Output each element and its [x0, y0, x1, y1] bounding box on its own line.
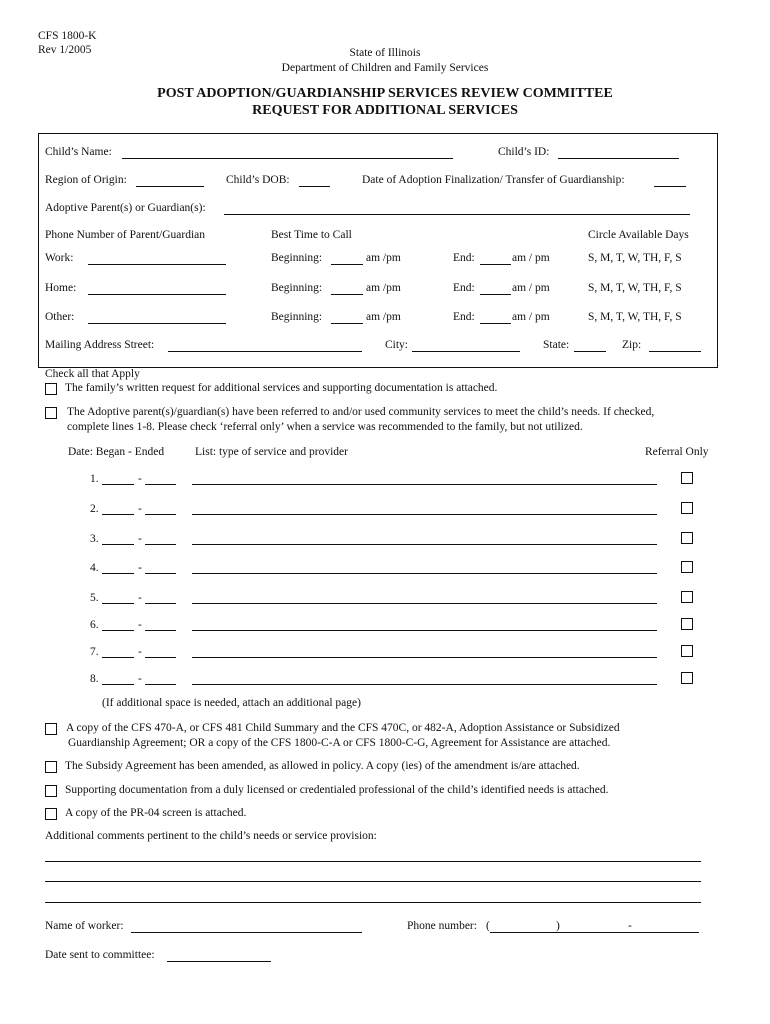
service-provider-field[interactable] — [192, 657, 657, 658]
zip-field[interactable] — [649, 351, 701, 352]
service-row-number: 8. — [90, 673, 99, 685]
other-end-field[interactable] — [480, 323, 511, 324]
comments-line-1[interactable] — [45, 861, 701, 862]
adoptive-parent-field[interactable] — [224, 214, 690, 215]
referral-only-checkbox[interactable] — [681, 561, 693, 573]
service-ended-field[interactable] — [145, 657, 176, 658]
comments-label: Additional comments pertinent to the child’s needs or service provision: — [45, 830, 377, 842]
service-ended-field[interactable] — [145, 544, 176, 545]
date-header: Date: Began - Ended — [68, 446, 165, 458]
service-row-number: 3. — [90, 533, 99, 545]
referral-only-checkbox[interactable] — [681, 672, 693, 684]
phone-number-field[interactable] — [490, 932, 699, 933]
referral-only-checkbox[interactable] — [681, 532, 693, 544]
pr04-text: A copy of the PR-04 screen is attached. — [65, 807, 247, 819]
other-beginning-label: Beginning: — [271, 311, 323, 323]
cfs-copy-text-1: A copy of the CFS 470-A, or CFS 481 Child Summary and the CFS 470C, or 482-A, Adoption Assistance or Subsidized — [66, 722, 620, 734]
finalization-label: Date of Adoption Finalization/ Transfer of Guardianship: — [362, 174, 625, 186]
service-ended-field[interactable] — [145, 484, 176, 485]
service-provider-field[interactable] — [192, 603, 657, 604]
childs-id-label: Child’s ID: — [498, 146, 550, 158]
service-began-field[interactable] — [102, 484, 134, 485]
comments-line-2[interactable] — [45, 881, 701, 882]
community-services-checkbox[interactable] — [45, 407, 57, 419]
city-field[interactable] — [412, 351, 520, 352]
family-request-text: The family’s written request for additional services and supporting documentation is attached. — [65, 382, 498, 394]
service-began-field[interactable] — [102, 630, 134, 631]
zip-label: Zip: — [622, 339, 642, 351]
region-field[interactable] — [136, 186, 204, 187]
service-row-number: 2. — [90, 503, 99, 515]
adoptive-parent-label: Adoptive Parent(s) or Guardian(s): — [45, 202, 206, 214]
form-number: CFS 1800-K — [38, 30, 97, 42]
date-sent-field[interactable] — [167, 961, 271, 962]
service-began-field[interactable] — [102, 603, 134, 604]
service-ended-field[interactable] — [145, 573, 176, 574]
service-began-field[interactable] — [102, 573, 134, 574]
state-name: State of Illinois — [349, 47, 421, 59]
work-end-label: End: — [453, 252, 475, 264]
state-label: State: — [543, 339, 570, 351]
other-end-ampm: am / pm — [512, 311, 550, 323]
service-ended-field[interactable] — [145, 684, 176, 685]
service-began-field[interactable] — [102, 684, 134, 685]
subsidy-amended-text: The Subsidy Agreement has been amended, as allowed in policy. A copy (ies) of the amendment is/are attached. — [65, 760, 580, 772]
work-beginning-ampm: am /pm — [366, 252, 401, 264]
date-sent-label: Date sent to committee: — [45, 949, 155, 961]
work-days[interactable]: S, M, T, W, TH, F, S — [588, 252, 682, 264]
region-label: Region of Origin: — [45, 174, 127, 186]
subsidy-amended-checkbox[interactable] — [45, 761, 57, 773]
referral-only-checkbox[interactable] — [681, 591, 693, 603]
work-phone-field[interactable] — [88, 264, 226, 265]
referral-only-checkbox[interactable] — [681, 645, 693, 657]
phone-header: Phone Number of Parent/Guardian — [45, 229, 206, 241]
service-provider-field[interactable] — [192, 544, 657, 545]
days-header: Circle Available Days — [588, 229, 689, 241]
comments-line-3[interactable] — [45, 902, 701, 903]
childs-id-field[interactable] — [558, 158, 679, 159]
service-row-number: 7. — [90, 646, 99, 658]
phone-number-label: Phone number: — [407, 920, 477, 932]
service-date-dash: - — [138, 533, 142, 545]
service-row-number: 6. — [90, 619, 99, 631]
service-ended-field[interactable] — [145, 630, 176, 631]
referral-header: Referral Only — [645, 446, 709, 458]
family-request-checkbox[interactable] — [45, 383, 57, 395]
work-end-field[interactable] — [480, 264, 511, 265]
list-header: List: type of service and provider — [195, 446, 348, 458]
supporting-docs-checkbox[interactable] — [45, 785, 57, 797]
page-title: POST ADOPTION/GUARDIANSHIP SERVICES REVIEW COMMITTEE — [157, 86, 613, 101]
service-began-field[interactable] — [102, 514, 134, 515]
work-beginning-field[interactable] — [331, 264, 363, 265]
service-date-dash: - — [138, 592, 142, 604]
service-began-field[interactable] — [102, 544, 134, 545]
additional-space-note: (If additional space is needed, attach an additional page) — [102, 697, 361, 709]
other-days[interactable]: S, M, T, W, TH, F, S — [588, 311, 682, 323]
best-time-header: Best Time to Call — [271, 229, 352, 241]
work-beginning-label: Beginning: — [271, 252, 323, 264]
service-row-number: 1. — [90, 473, 99, 485]
pr04-checkbox[interactable] — [45, 808, 57, 820]
community-services-text-1: The Adoptive parent(s)/guardian(s) have been referred to and/or used community services to meet the child’s needs. If checked, — [67, 406, 655, 418]
dob-field[interactable] — [299, 186, 330, 187]
phone-dash: - — [628, 920, 632, 932]
child-info-section — [38, 133, 718, 368]
other-phone-field[interactable] — [88, 323, 226, 324]
other-phone-label: Other: — [45, 311, 75, 323]
cfs-copy-text-2: Guardianship Agreement; OR a copy of the CFS 1800-C-A or CFS 1800-C-G, Agreement for Assistance are attached. — [68, 737, 611, 749]
service-date-dash: - — [138, 473, 142, 485]
home-days[interactable]: S, M, T, W, TH, F, S — [588, 282, 682, 294]
other-end-label: End: — [453, 311, 475, 323]
service-row-number: 5. — [90, 592, 99, 604]
service-date-dash: - — [138, 619, 142, 631]
checklist-intro: Check all that Apply — [45, 368, 140, 380]
phone-close-paren: ) — [556, 920, 560, 932]
service-date-dash: - — [138, 673, 142, 685]
supporting-docs-text: Supporting documentation from a duly licensed or credentialed professional of the child’s identified needs is attached. — [65, 784, 609, 796]
community-services-text-2: complete lines 1-8. Please check ‘referral only’ when a service was recommended to the family, but not utilized. — [67, 421, 583, 433]
page-subtitle: REQUEST FOR ADDITIONAL SERVICES — [252, 103, 518, 118]
worker-field[interactable] — [131, 932, 362, 933]
childs-name-label: Child’s Name: — [45, 146, 112, 158]
state-field[interactable] — [574, 351, 606, 352]
home-end-field[interactable] — [480, 294, 511, 295]
service-row-number: 4. — [90, 562, 99, 574]
service-provider-field[interactable] — [192, 630, 657, 631]
home-end-ampm: am / pm — [512, 282, 550, 294]
childs-name-field[interactable] — [122, 158, 453, 159]
referral-only-checkbox[interactable] — [681, 472, 693, 484]
service-date-dash: - — [138, 646, 142, 658]
home-phone-field[interactable] — [88, 294, 226, 295]
home-beginning-label: Beginning: — [271, 282, 323, 294]
worker-label: Name of worker: — [45, 920, 124, 932]
other-beginning-field[interactable] — [331, 323, 363, 324]
cfs-copy-checkbox[interactable] — [45, 723, 57, 735]
revision: Rev 1/2005 — [38, 44, 92, 56]
work-phone-label: Work: — [45, 252, 74, 264]
city-label: City: — [385, 339, 409, 351]
work-end-ampm: am / pm — [512, 252, 550, 264]
department-name: Department of Children and Family Services — [281, 62, 489, 74]
mailing-label: Mailing Address Street: — [45, 339, 155, 351]
service-ended-field[interactable] — [145, 603, 176, 604]
service-provider-field[interactable] — [192, 514, 657, 515]
home-beginning-ampm: am /pm — [366, 282, 401, 294]
referral-only-checkbox[interactable] — [681, 618, 693, 630]
home-beginning-field[interactable] — [331, 294, 363, 295]
finalization-field[interactable] — [654, 186, 686, 187]
service-began-field[interactable] — [102, 657, 134, 658]
home-end-label: End: — [453, 282, 475, 294]
service-date-dash: - — [138, 503, 142, 515]
mailing-field[interactable] — [168, 351, 362, 352]
service-ended-field[interactable] — [145, 514, 176, 515]
phone-open-paren: ( — [486, 920, 490, 932]
service-provider-field[interactable] — [192, 484, 657, 485]
other-beginning-ampm: am /pm — [366, 311, 401, 323]
service-date-dash: - — [138, 562, 142, 574]
dob-label: Child’s DOB: — [226, 174, 290, 186]
service-provider-field[interactable] — [192, 684, 657, 685]
referral-only-checkbox[interactable] — [681, 502, 693, 514]
service-provider-field[interactable] — [192, 573, 657, 574]
home-phone-label: Home: — [45, 282, 77, 294]
